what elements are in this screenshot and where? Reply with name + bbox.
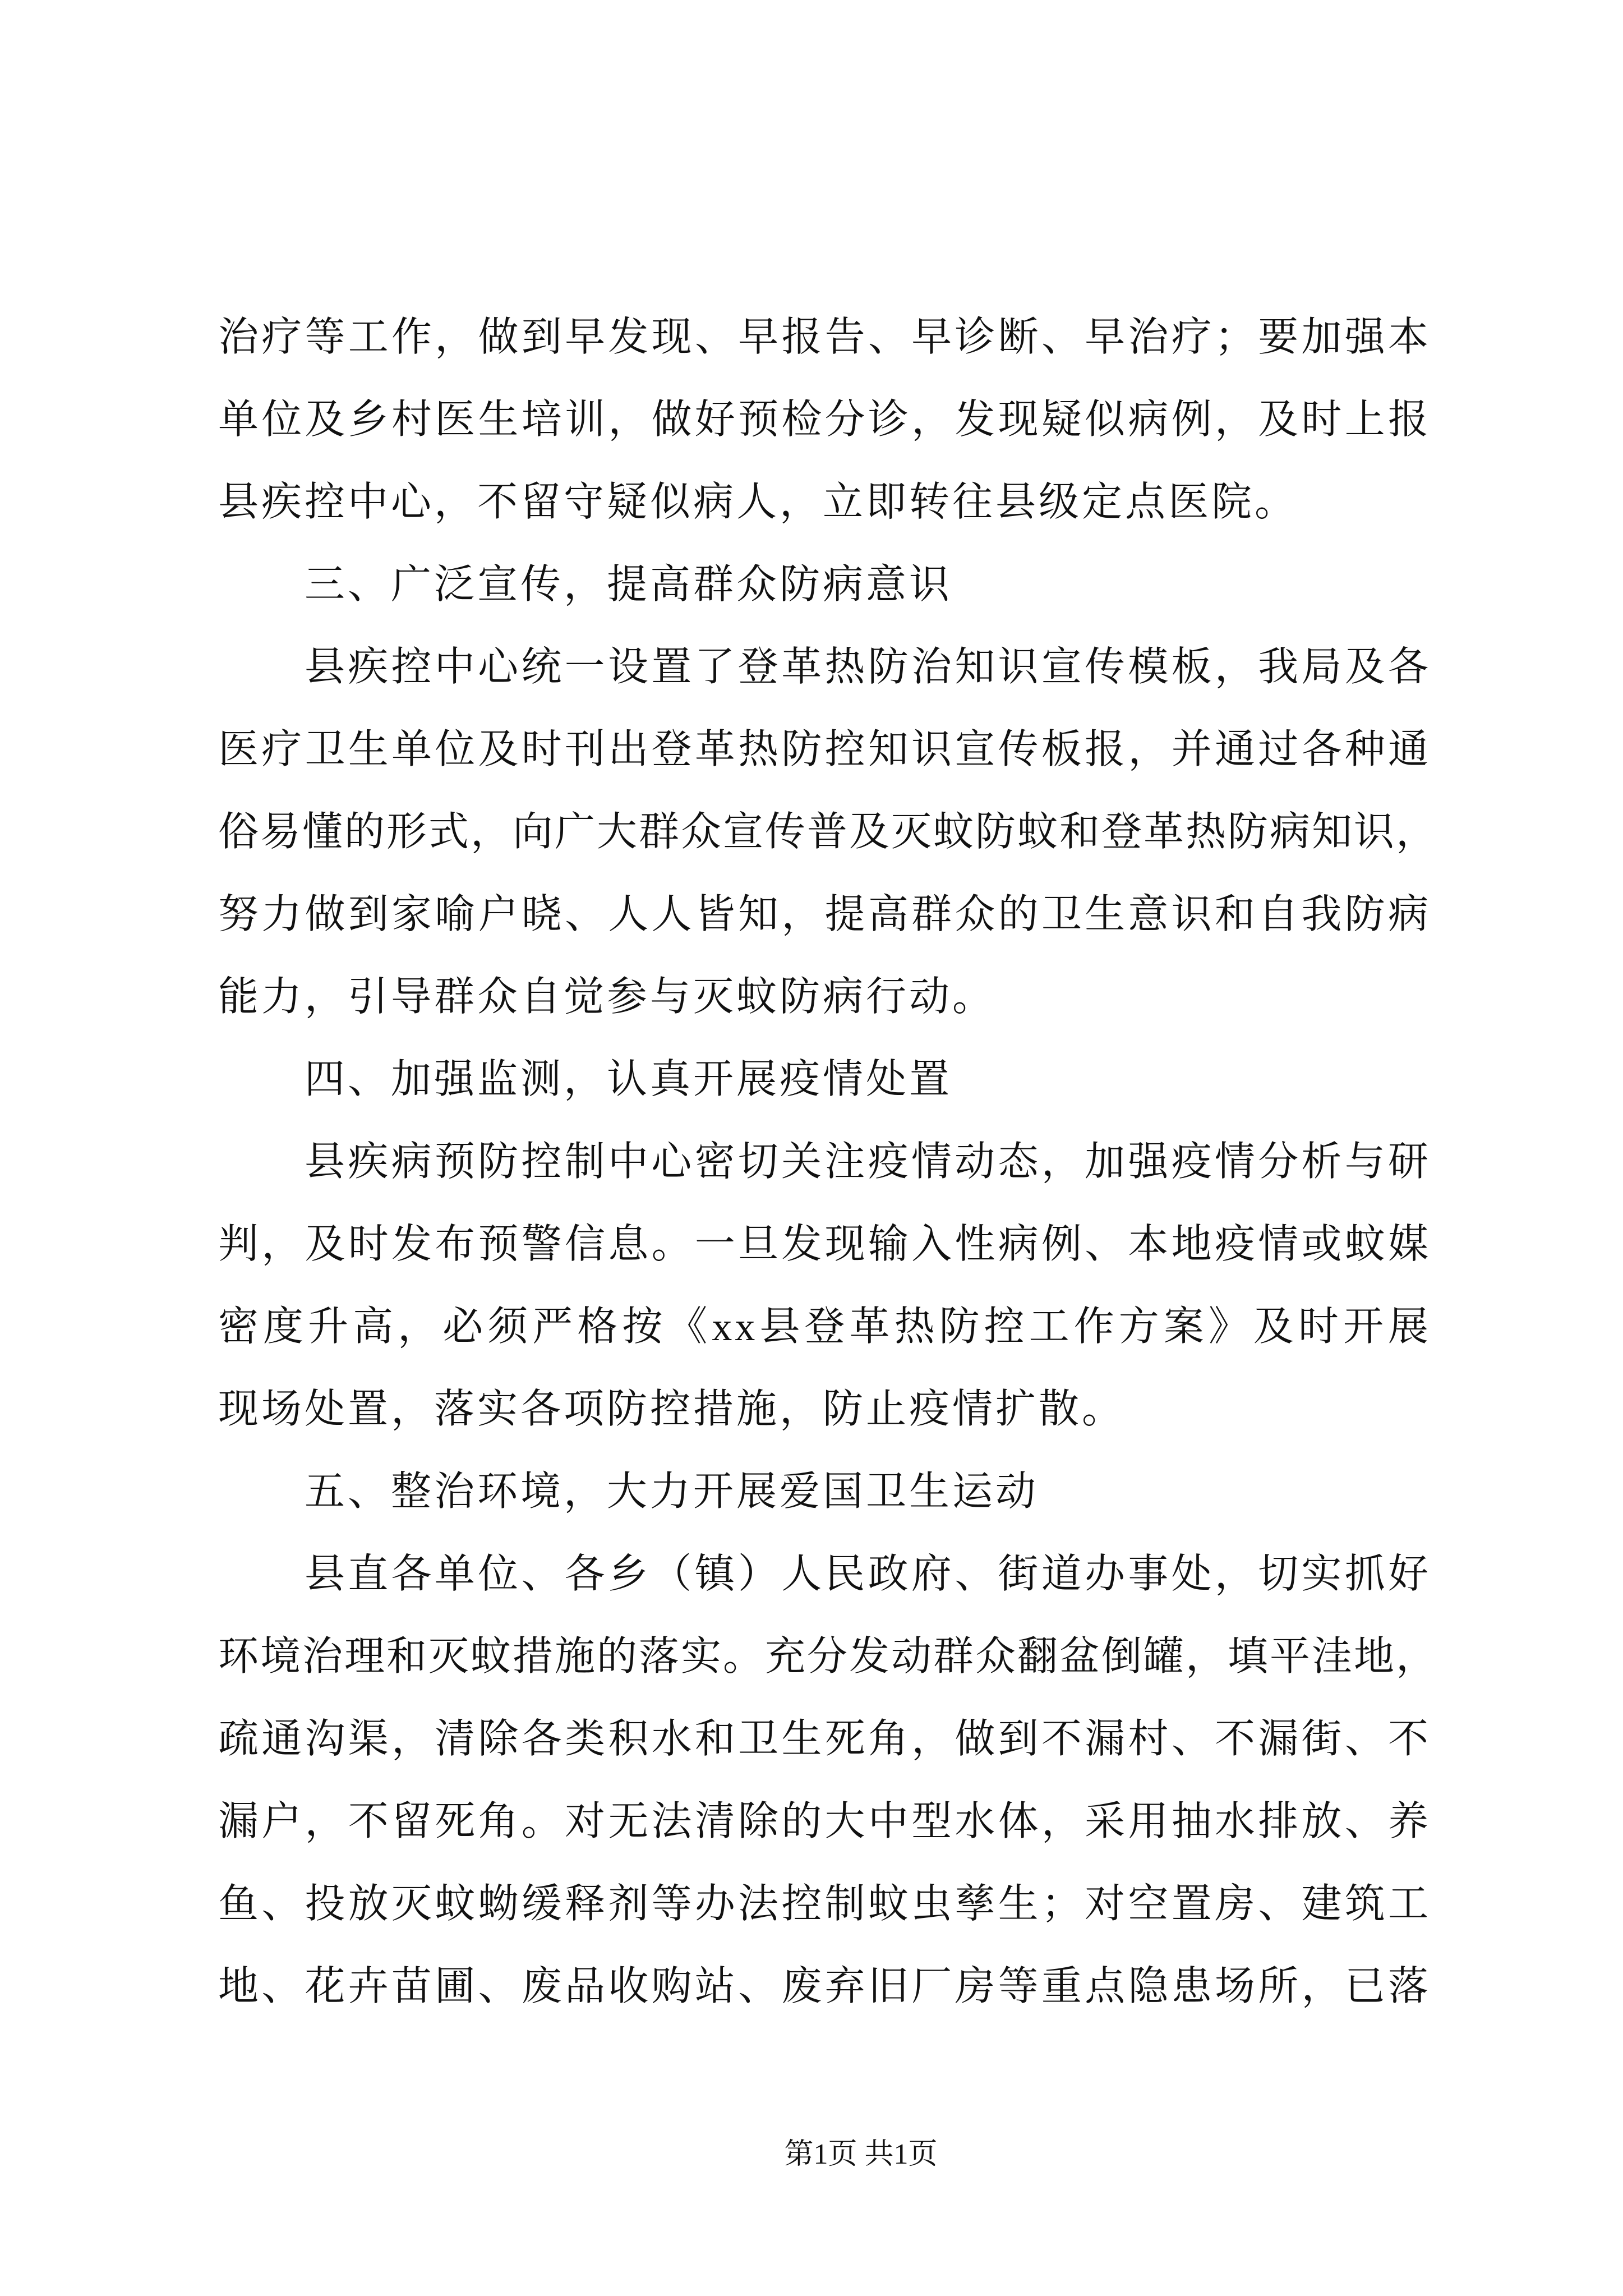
body-line: 县疾控中心统一设置了登革热防治知识宣传模板，我局及各 <box>305 645 1431 689</box>
document-body <box>218 296 1438 2028</box>
body-line: 密度升高，必须严格按《xx县登革热防控工作方案》及时开展 <box>218 1304 1431 1349</box>
body-line: 治疗等工作，做到早发现、早报告、早诊断、早治疗；要加强本 <box>218 315 1431 360</box>
body-line: 县疾控中心，不留守疑似病人，立即转往县级定点医院。 <box>218 480 1298 524</box>
section-heading: 三、广泛宣传，提高群众防病意识 <box>305 562 953 607</box>
section-monitoring <box>218 1038 1431 1451</box>
body-line: 鱼、投放灭蚊蚴缓释剂等办法控制蚊虫孳生；对空置房、建筑工 <box>218 1881 1431 1926</box>
intro-paragraph <box>218 296 1431 544</box>
section-publicity <box>218 544 1438 1038</box>
body-line: 现场处置，落实各项防控措施，防止疫情扩散。 <box>218 1387 1126 1432</box>
body-line: 努力做到家喻户晓、人人皆知，提高群众的卫生意识和自我防病 <box>218 892 1431 937</box>
body-line: 环境治理和灭蚊措施的落实。充分发动群众翻盆倒罐，填平洼地， <box>218 1634 1438 1679</box>
body-line: 县疾病预防控制中心密切关注疫情动态，加强疫情分析与研 <box>305 1139 1431 1184</box>
body-line: 俗易懂的形式，向广大群众宣传普及灭蚊防蚊和登革热防病知识， <box>218 809 1438 854</box>
body-line: 能力，引导群众自觉参与灭蚊防病行动。 <box>218 974 996 1019</box>
page-footer: 第1页 共1页 <box>784 2138 938 2170</box>
body-line: 单位及乡村医生培训，做好预检分诊，发现疑似病例，及时上报 <box>218 397 1431 442</box>
body-line: 县直各单位、各乡（镇）人民政府、街道办事处，切实抓好 <box>305 1552 1431 1596</box>
body-line: 疏通沟渠，清除各类积水和卫生死角，做到不漏村、不漏街、不 <box>218 1717 1431 1761</box>
section-heading: 五、整治环境，大力开展爱国卫生运动 <box>305 1469 1039 1514</box>
body-line: 医疗卫生单位及时刊出登革热防控知识宣传板报，并通过各种通 <box>218 727 1431 772</box>
body-line: 判，及时发布预警信息。一旦发现输入性病例、本地疫情或蚊媒 <box>218 1222 1431 1267</box>
section-environment <box>218 1451 1438 2028</box>
body-line: 地、花卉苗圃、废品收购站、废弃旧厂房等重点隐患场所，已落 <box>218 1964 1431 2009</box>
section-heading: 四、加强监测，认真开展疫情处置 <box>305 1057 953 1102</box>
body-line: 漏户，不留死角。对无法清除的大中型水体，采用抽水排放、养 <box>218 1799 1431 1844</box>
